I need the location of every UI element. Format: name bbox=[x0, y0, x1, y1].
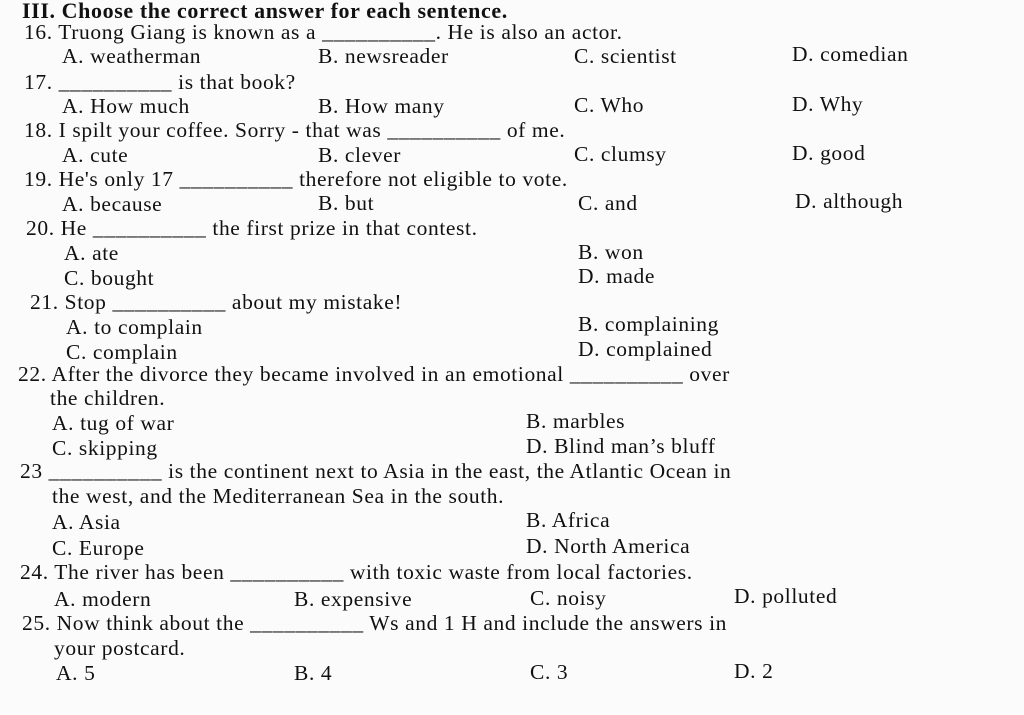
section-title: III. Choose the correct answer for each sentence. bbox=[22, 0, 508, 23]
option-20b: B. won bbox=[578, 240, 644, 264]
option-20a: A. ate bbox=[64, 241, 119, 265]
option-23b: B. Africa bbox=[526, 508, 611, 532]
option-24b: B. expensive bbox=[294, 587, 413, 611]
option-24d: D. polluted bbox=[734, 584, 838, 608]
option-22b: B. marbles bbox=[526, 409, 626, 433]
question-23-cont: the west, and the Mediterranean Sea in the south. bbox=[52, 484, 505, 508]
question-25: 25. Now think about the __________ Ws and 1 H and include the answers in bbox=[22, 611, 728, 635]
question-22-cont: the children. bbox=[50, 386, 166, 410]
option-20c: C. bought bbox=[64, 266, 155, 290]
option-25c: C. 3 bbox=[530, 660, 569, 684]
option-25a: A. 5 bbox=[56, 661, 96, 685]
option-18a: A. cute bbox=[62, 143, 129, 167]
option-19c: C. and bbox=[578, 191, 638, 215]
option-22c: C. skipping bbox=[52, 436, 158, 460]
question-16: 16. Truong Giang is known as a __________. He is also an actor. bbox=[24, 20, 623, 44]
option-21a: A. to complain bbox=[66, 315, 203, 339]
option-16c: C. scientist bbox=[574, 44, 677, 68]
option-18d: D. good bbox=[792, 141, 866, 165]
option-16b: B. newsreader bbox=[318, 44, 449, 68]
option-19a: A. because bbox=[62, 192, 163, 216]
option-22d: D. Blind man’s bluff bbox=[526, 434, 716, 458]
question-20: 20. He __________ the first prize in that contest. bbox=[26, 216, 478, 240]
option-25b: B. 4 bbox=[294, 661, 333, 685]
option-24c: C. noisy bbox=[530, 586, 607, 610]
question-24: 24. The river has been __________ with toxic waste from local factories. bbox=[20, 560, 693, 584]
option-18b: B. clever bbox=[318, 143, 402, 167]
option-23d: D. North America bbox=[526, 534, 691, 558]
option-21d: D. complained bbox=[578, 337, 713, 361]
option-16d: D. comedian bbox=[792, 42, 909, 66]
option-21b: B. complaining bbox=[578, 312, 719, 336]
option-17d: D. Why bbox=[792, 92, 864, 116]
option-23c: C. Europe bbox=[52, 536, 145, 560]
question-25-cont: your postcard. bbox=[54, 636, 186, 660]
option-16a: A. weatherman bbox=[62, 44, 202, 68]
question-22: 22. After the divorce they became involved in an emotional __________ over bbox=[18, 362, 730, 386]
question-18: 18. I spilt your coffee. Sorry - that was __________ of me. bbox=[24, 118, 566, 142]
option-17c: C. Who bbox=[574, 93, 645, 117]
option-17b: B. How many bbox=[318, 94, 445, 118]
option-17a: A. How much bbox=[62, 94, 190, 118]
question-21: 21. Stop __________ about my mistake! bbox=[30, 290, 403, 314]
option-18c: C. clumsy bbox=[574, 142, 667, 166]
option-19b: B. but bbox=[318, 191, 375, 215]
question-17: 17. __________ is that book? bbox=[24, 70, 296, 94]
question-19: 19. He's only 17 __________ therefore not eligible to vote. bbox=[24, 167, 568, 191]
option-25d: D. 2 bbox=[734, 659, 774, 683]
option-20d: D. made bbox=[578, 264, 656, 288]
option-24a: A. modern bbox=[54, 587, 152, 611]
option-23a: A. Asia bbox=[52, 510, 121, 534]
option-21c: C. complain bbox=[66, 340, 178, 364]
option-22a: A. tug of war bbox=[52, 411, 175, 435]
option-19d: D. although bbox=[795, 189, 904, 213]
question-23: 23 __________ is the continent next to Asia in the east, the Atlantic Ocean in bbox=[20, 459, 732, 483]
